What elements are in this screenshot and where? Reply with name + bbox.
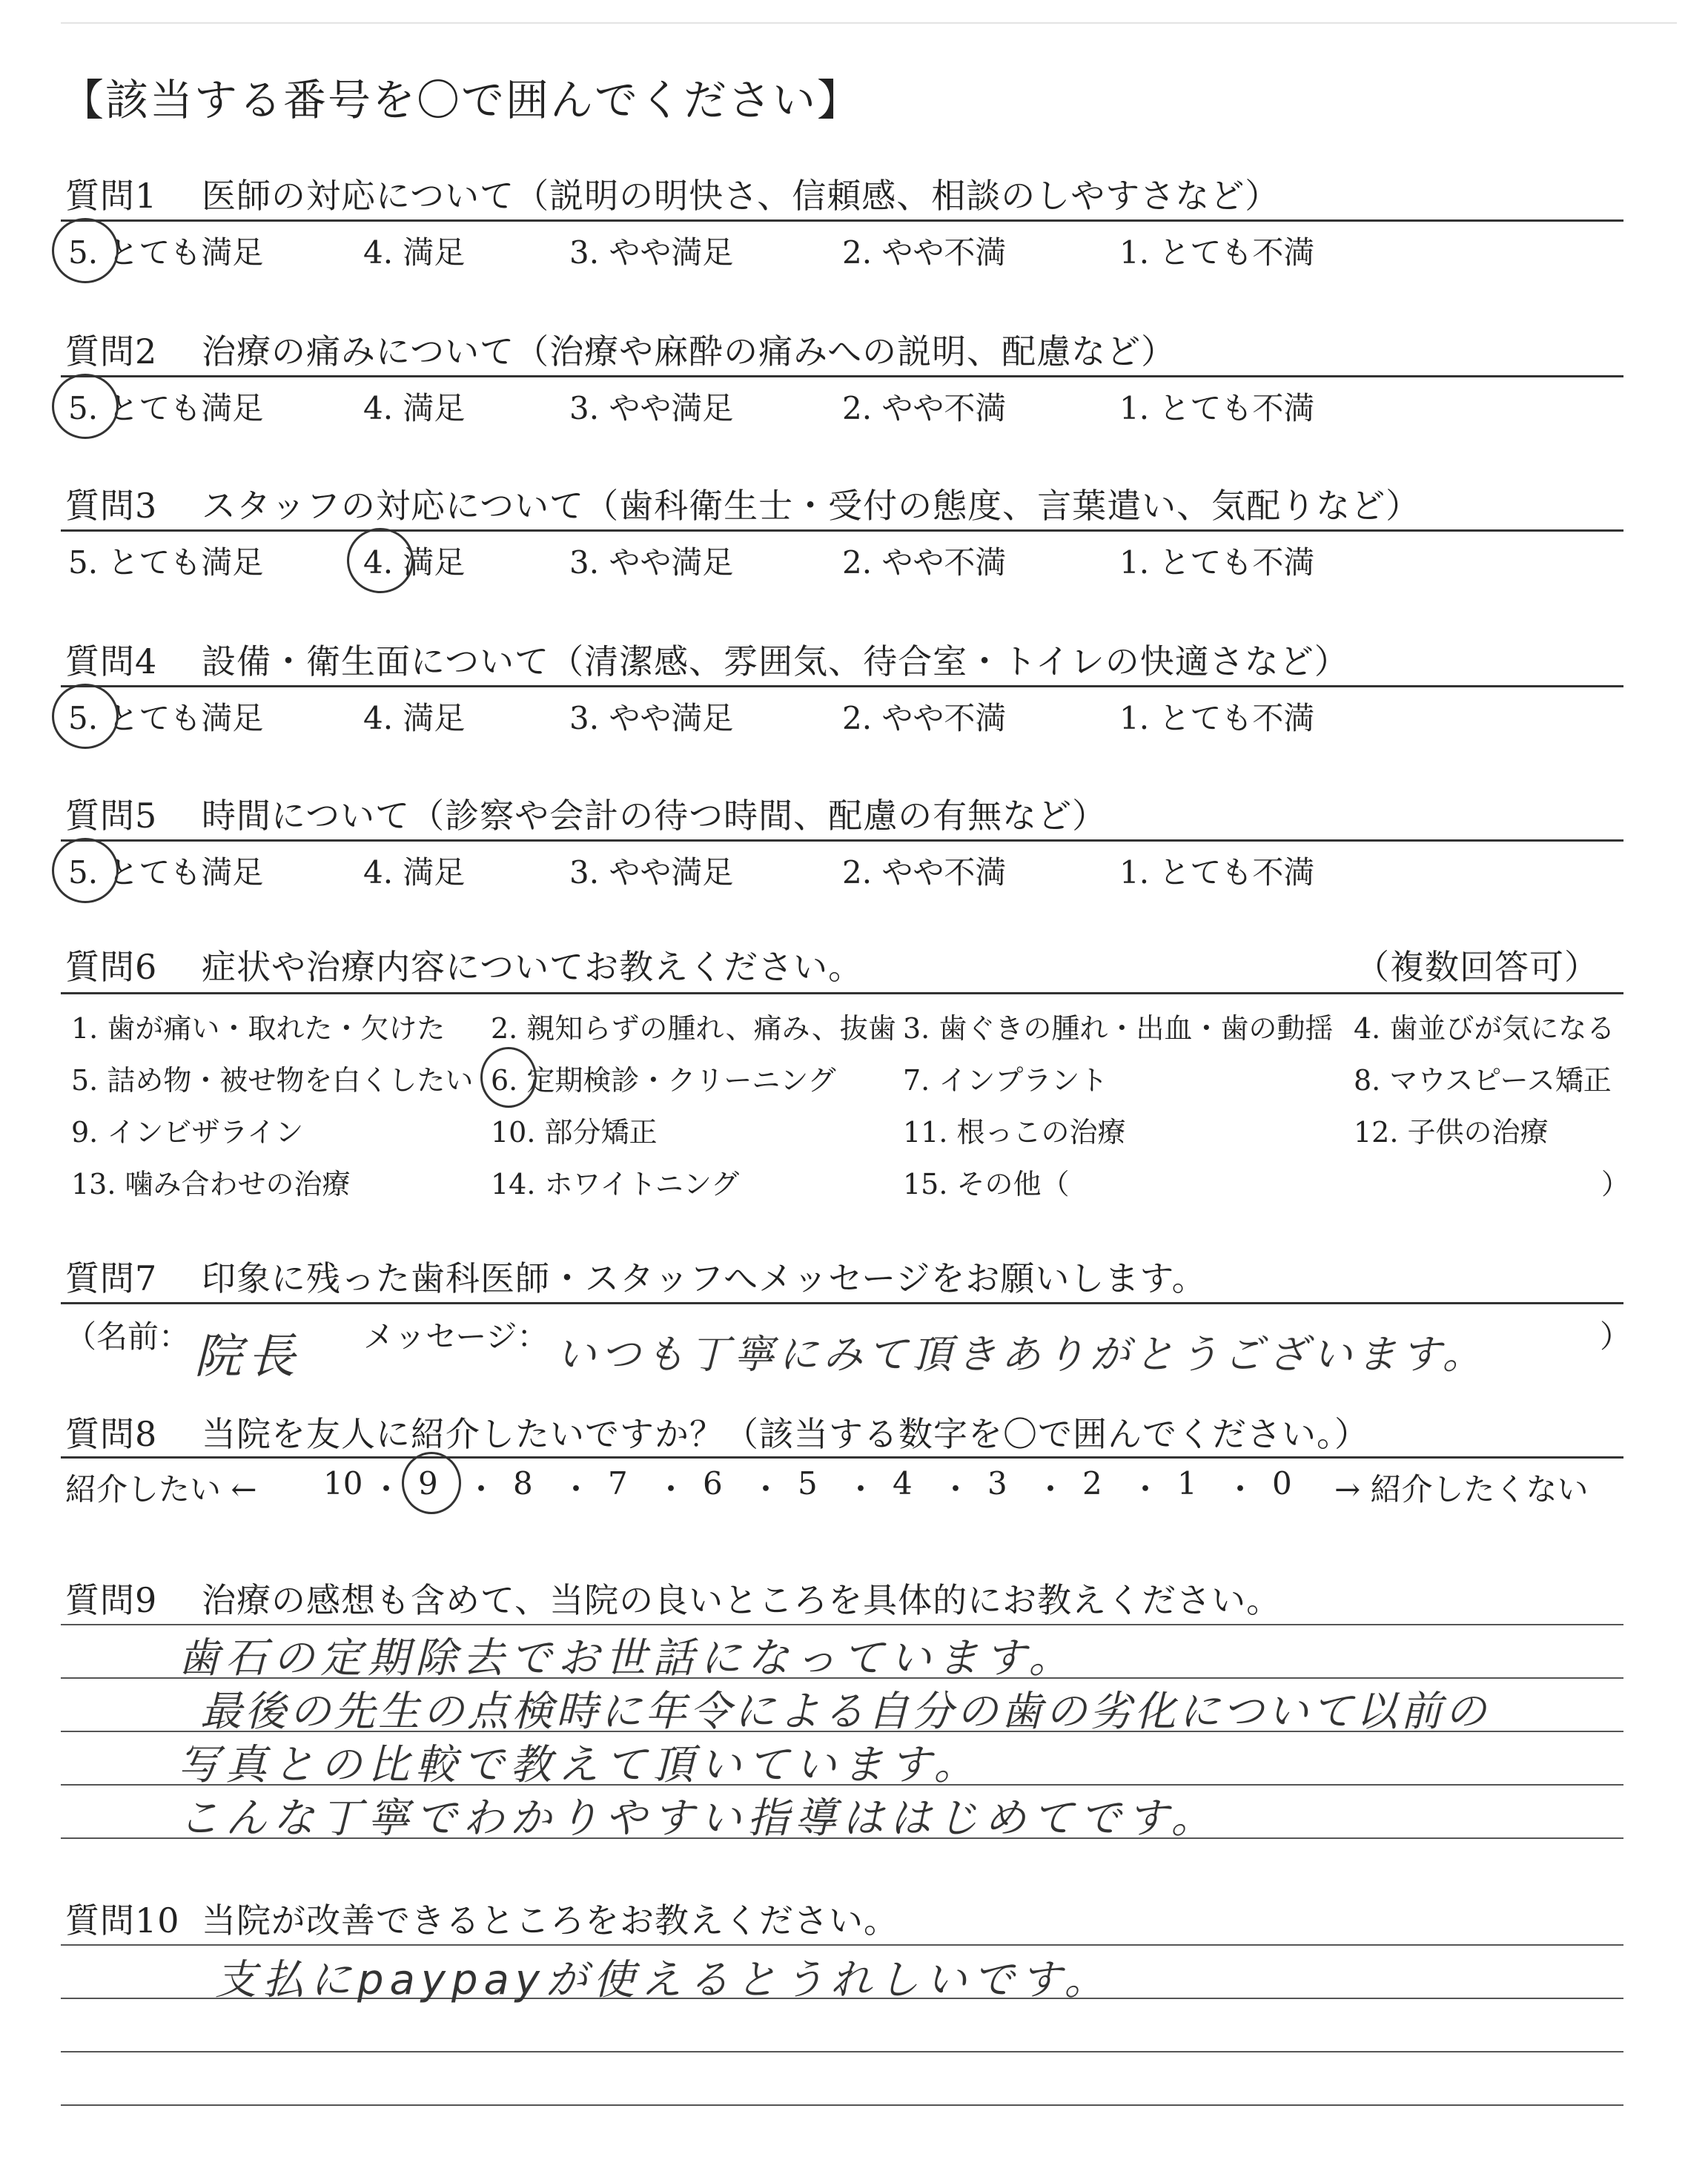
q4-label: 質問4	[65, 641, 158, 681]
q8-scale-separator: ・	[845, 1471, 877, 1507]
q7-message-label: メッセージ：	[363, 1318, 549, 1355]
q6-option-13[interactable]: 13. 噛み合わせの治療	[71, 1168, 351, 1200]
q5-option-4[interactable]: 4. 満足	[363, 854, 466, 891]
q6-option-7[interactable]: 7. インプラント	[903, 1064, 1108, 1097]
q4-rule	[61, 685, 1623, 687]
q9-label: 質問9	[65, 1580, 158, 1620]
q8-scale-10[interactable]: 10	[323, 1465, 363, 1502]
q6-option-14[interactable]: 14. ホワイトニング	[491, 1168, 740, 1200]
q3-option-2[interactable]: 2. やや不満	[842, 544, 1007, 581]
q10-label: 質問10	[65, 1900, 180, 1941]
q6-option-11[interactable]: 11. 根っこの治療	[903, 1116, 1126, 1149]
q8-scale-separator: ・	[655, 1471, 687, 1507]
q1-option-2[interactable]: 2. やや不満	[842, 234, 1007, 271]
q4-selection-circle	[52, 684, 119, 749]
q10-text: 当院が改善できるところをお教えください。	[202, 1900, 898, 1941]
q6-option-1[interactable]: 1. 歯が痛い・取れた・欠けた	[71, 1012, 446, 1045]
q4-text: 設備・衛生面について（清潔感、雰囲気、待合室・トイレの快適さなど）	[202, 641, 1349, 681]
q3-text: スタッフの対応について（歯科衛生士・受付の態度、言葉遣い、気配りなど）	[202, 486, 1421, 526]
q6-option-3[interactable]: 3. 歯ぐきの腫れ・出血・歯の動揺	[903, 1012, 1334, 1045]
q8-scale-separator: ・	[940, 1471, 972, 1507]
q7-name-value: 院長	[194, 1330, 301, 1384]
q8-scale-2[interactable]: 2	[1082, 1465, 1102, 1502]
q8-scale-separator: ・	[1035, 1471, 1067, 1507]
q4-option-3[interactable]: 3. やや満足	[569, 700, 734, 736]
q6-selection-circle	[480, 1047, 537, 1108]
q1-text: 医師の対応について（説明の明快さ、信頼感、相談のしやすさなど）	[202, 176, 1280, 216]
q3-rule	[61, 529, 1623, 532]
q2-rule	[61, 375, 1623, 377]
q9-answer-3: 写真との比較で教えて頂いています。	[178, 1741, 982, 1789]
q8-label: 質問8	[65, 1414, 158, 1454]
q8-scale-separator: ・	[1130, 1471, 1162, 1507]
q8-scale-4[interactable]: 4	[893, 1465, 913, 1502]
q7-name-label: （名前：	[65, 1318, 191, 1355]
q5-selection-circle	[52, 838, 119, 903]
q5-option-1[interactable]: 1. とても不満	[1119, 854, 1315, 891]
q1-option-5[interactable]: 5. とても満足	[68, 234, 264, 271]
q3-selection-circle	[347, 528, 414, 593]
q4-option-1[interactable]: 1. とても不満	[1119, 700, 1315, 736]
q8-text: 当院を友人に紹介したいですか？（該当する数字を〇で囲んでください。）	[202, 1414, 1369, 1454]
q8-scale-7[interactable]: 7	[608, 1465, 628, 1502]
q5-label: 質問5	[65, 796, 158, 836]
q2-option-2[interactable]: 2. やや不満	[842, 390, 1007, 426]
q10-line-3	[61, 2051, 1623, 2052]
q8-scale-3[interactable]: 3	[987, 1465, 1007, 1502]
q2-selection-circle	[52, 374, 119, 439]
q6-option-8[interactable]: 8. マウスピース矯正	[1354, 1064, 1612, 1097]
q9-answer-4: こんな丁寧でわかりやすい指導ははじめてです。	[178, 1794, 1219, 1843]
q8-right-label: → 紹介したくない	[1334, 1471, 1589, 1507]
q6-option-6[interactable]: 6. 定期検診・クリーニング	[491, 1064, 836, 1097]
q8-scale-separator: ・	[371, 1471, 403, 1507]
q8-scale-separator: ・	[560, 1471, 592, 1507]
q6-option-15[interactable]: 15. その他（	[903, 1168, 1070, 1200]
q3-option-3[interactable]: 3. やや満足	[569, 544, 734, 581]
q7-text: 印象に残った歯科医師・スタッフへメッセージをお願いします。	[202, 1258, 1207, 1298]
q8-scale-0[interactable]: 0	[1272, 1465, 1292, 1502]
q2-text: 治療の痛みについて（治療や麻酔の痛みへの説明、配慮など）	[202, 331, 1176, 371]
q6-option-4[interactable]: 4. 歯並びが気になる	[1354, 1012, 1615, 1045]
q8-scale-1[interactable]: 1	[1177, 1465, 1197, 1502]
q7-close: ）	[1600, 1318, 1632, 1355]
q5-option-2[interactable]: 2. やや不満	[842, 854, 1007, 891]
q8-left-label: 紹介したい ←	[65, 1471, 257, 1507]
q6-option-5[interactable]: 5. 詰め物・被せ物を白くしたい	[71, 1064, 474, 1097]
q8-scale-separator: ・	[1225, 1471, 1257, 1507]
q1-label: 質問1	[65, 176, 158, 216]
q6-option-2[interactable]: 2. 親知らずの腫れ、痛み、抜歯	[491, 1012, 896, 1045]
q8-scale-5[interactable]: 5	[798, 1465, 818, 1502]
q6-option-10[interactable]: 10. 部分矯正	[491, 1116, 658, 1149]
q3-option-4[interactable]: 4. 満足	[363, 544, 466, 581]
q3-label: 質問3	[65, 486, 158, 526]
q9-text: 治療の感想も含めて、当院の良いところを具体的にお教えください。	[202, 1580, 1282, 1620]
q6-note: （複数回答可）	[1355, 947, 1599, 987]
q6-label: 質問6	[65, 947, 158, 987]
q5-option-3[interactable]: 3. やや満足	[569, 854, 734, 891]
q6-option-9[interactable]: 9. インビザライン	[71, 1116, 304, 1149]
q9-answer-1: 歯石の定期除去でお世話になっています。	[178, 1634, 1076, 1682]
q1-option-1[interactable]: 1. とても不満	[1119, 234, 1315, 271]
q6-other-close: ）	[1601, 1168, 1630, 1200]
q1-option-3[interactable]: 3. やや満足	[569, 234, 734, 271]
q6-rule	[61, 992, 1623, 994]
q8-scale-separator: ・	[466, 1471, 497, 1507]
q4-option-4[interactable]: 4. 満足	[363, 700, 466, 736]
q1-rule	[61, 219, 1623, 222]
q8-scale-9[interactable]: 9	[418, 1465, 438, 1502]
page-title: 【該当する番号を〇で囲んでください】	[61, 75, 862, 125]
q5-option-5[interactable]: 5. とても満足	[68, 854, 264, 891]
q8-scale-separator: ・	[750, 1471, 782, 1507]
q4-option-2[interactable]: 2. やや不満	[842, 700, 1007, 736]
page-top-edge	[61, 22, 1677, 24]
q8-scale-6[interactable]: 6	[703, 1465, 723, 1502]
q6-option-12[interactable]: 12. 子供の治療	[1354, 1116, 1549, 1149]
q10-line-4	[61, 2104, 1623, 2106]
q7-rule	[61, 1302, 1623, 1304]
q8-rule	[61, 1456, 1623, 1459]
q4-option-5[interactable]: 5. とても満足	[68, 700, 264, 736]
q1-option-4[interactable]: 4. 満足	[363, 234, 466, 271]
q2-label: 質問2	[65, 331, 158, 371]
q2-option-3[interactable]: 3. やや満足	[569, 390, 734, 426]
q3-option-5[interactable]: 5. とても満足	[68, 544, 264, 581]
q3-option-1[interactable]: 1. とても不満	[1119, 544, 1315, 581]
q10-line-1	[61, 1944, 1623, 1946]
q10-answer-1: 支払にpaypayが使えるとうれしいです。	[215, 1956, 1112, 2004]
q9-answer-2: 最後の先生の点検時に年令による自分の歯の劣化について以前の	[200, 1688, 1489, 1736]
q8-scale-8[interactable]: 8	[513, 1465, 533, 1502]
q2-option-1[interactable]: 1. とても不満	[1119, 390, 1315, 426]
q5-rule	[61, 839, 1623, 842]
q8-selection-circle	[402, 1452, 461, 1514]
q7-label: 質問7	[65, 1258, 158, 1298]
q5-text: 時間について（診察や会計の待つ時間、配慮の有無など）	[202, 796, 1108, 836]
q7-message-value: いつも丁寧にみて頂きありがとうございます。	[556, 1331, 1487, 1378]
q1-selection-circle	[52, 218, 119, 283]
q6-text: 症状や治療内容についてお教えください。	[202, 947, 864, 987]
q2-option-4[interactable]: 4. 満足	[363, 390, 466, 426]
q2-option-5[interactable]: 5. とても満足	[68, 390, 264, 426]
